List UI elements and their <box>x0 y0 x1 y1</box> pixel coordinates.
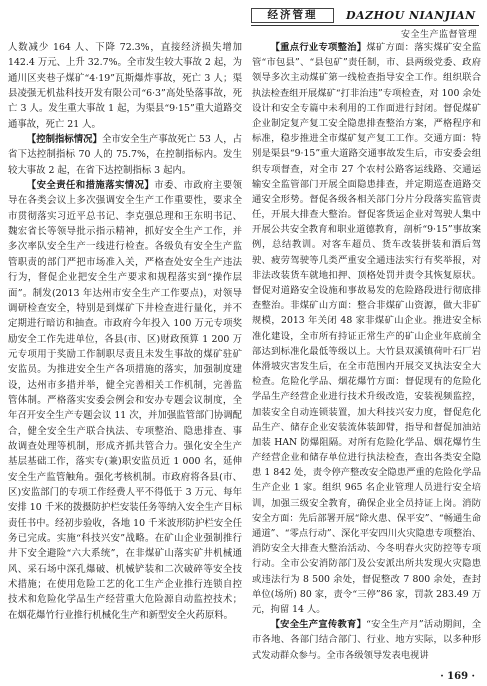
body-safety-publicity: “安全生产月”活动期间，全市各地、各部门结合部门、行业、地方实际，以多种形式发动群众参与。全市各级领导发表电视讲 <box>252 619 481 661</box>
body-control-indicators: 全市安全生产事故死亡 53 人，占省下达控制指标 70 人的 75.7%，在控制指标内。发生较大事故 2 起，在省下达控制指标 3 起内。 <box>8 134 242 176</box>
heading-responsibility-measures: 【安全责任和措施落实情况】 <box>26 180 155 192</box>
header-rule <box>251 25 479 26</box>
yearbook-title: DAZHOU NIANJIAN <box>346 9 476 22</box>
body-special-rectification: 煤矿方面：落实煤矿安全监管“市包县”、“县包矿”责任制，市、县两级党委、政府领导多次主动煤矿第一线检查指导安全工作。组织联合执法检查组开展煤矿“打非治违”专项检查，对 100 余处设计和安全专篇中未利用的工作面进行封闭。督促煤矿企业制定复产复工安全隐患排查整治方案，严格程序和标准，稳步推进全市煤矿复产复工工作。交通方面：特别是渠县“9·15”重大道路交通事故发生后，市安委会组织专项督查，对全市 27 个农村公路客运线路、交通运输安全监管部门开展全面隐患排查，并定期巡查道路交通安全形势。督促各级各相关部门分片分段落实监管责任，开展大排查大整治。督促客货运企业对驾驶人集中开展公共安全教育和职业道德教育，剖析“9·15”事故案例，总结教训。对客车超员、货车改装拼装和酒后驾驶、疲劳驾驶等几类严重安全通违法实行有奖举报，对非法改装货车就地扣押、顶格处罚并责令其恢复原状。督促对道路安全设施和事故易发的危险路段进行彻底排查整治。非煤矿山方面：整合非煤矿山资源，做大非矿规模，2013 年关闭 48 家非煤矿山企业。推进安全标准化建设，全市所有持证正常生产的矿山企业年底前全部达到标准化最低等级以上。大竹县双溪镇荷叶石厂岩体滑坡灾害发生后，在全市范围内开展交叉执法安全大检查。危险化学品、烟花爆竹方面：督促现有的危险化学品生产经营企业进行技术升级改造，安装视频监控，加装安全自动连锁装置，加大科技兴安力度，督促危化品生产、储存企业安装流体装卸臂，指导和督促加油站加装 HAN 防爆阻隔。对所有危险化学品、烟花爆竹生产经营企业和储存单位进行执法检查，查出各类安全隐患 1 842 处，责令停产整改安全隐患严重的危险化学品生产企业 1 家。组织 965 名企业管理人员进行安全培训，加强三级安全教育，确保企业全员持证上岗。消防安全方面：先后部署开展“除火患、保平安”、“畅通生命通道”、“零点行动”、深化平安四川火灾隐患专项整治、消防安全大排查大整治活动、今冬明春火灾防控等专项行动。全市公安消防部门及公安派出所共发现火灾隐患或违法行为 8 500 余处，督促整改 7 800 余处，查封单位(场所) 80 家，责令“三停”86 家，罚款 283.49 万元，拘留 14 人。 <box>252 42 481 615</box>
paragraph-accident-summary: 人数减少 164 人、下降 72.3%，直接经济损失增加 142.4 万元、上升 32.7%。全市发生较大事故 2 起，为通川区夹巷子煤矿“4·19”瓦斯爆炸事故，死亡 3 人；渠县凌强无机盐科技开发有限公司“6·3”高处坠落事故，死亡 3 人。发生重大事故 1 起，为渠县“9·15”重大道路交通事故，死亡 21 人。 <box>8 42 242 130</box>
running-header <box>0 0 487 40</box>
paragraph-safety-publicity <box>252 617 481 663</box>
right-column <box>252 40 481 663</box>
section-title-box: 经济管理 <box>251 8 334 23</box>
left-column <box>8 40 242 623</box>
body-responsibility-measures: 市委、市政府主要领导在各类会议上多次强调安全生产工作重要性，要求全市贯彻落实习近平总书记、李克强总理和王东明书记、魏宏省长等领导批示指示精神，抓好安全生产工作，并多次率队安全生产一线进行检查。各级负有安全生产监管职责的部门严把市场准入关，严格查处安全生产违法行为，督促企业把安全生产要求和规程落实到“操作层面”。制发(2013 年达州市安全生产工作要点)，对领导调研检查安全，特别是到煤矿下井检查进行量化，并不定期进行暗访和抽查。市政府今年投入 100 万元专项奖励安全工作先进单位，各县(市、区)财政预算 1 200 万元专项用于奖励工作制职尽责且未发生事故的煤矿驻矿安监员。为推进安全生产各项措施的落实，加强制度建设，达州市多措并举，健全完善相关工作机制，完善监管体制。严格落实安委会例会和安办专题会议制度，全年召开安全生产专题会议 11 次，并加强监管部门协调配合，健全安全生产联合执法、专项整治、隐患排查、事故调查处理等机制，形成齐抓共管合力。强化安全生产基层基础工作，落实专(兼)职安监员近 1 000 名，延伸安全生产监管触角。强化考核机制。市政府将各县(市、区)安监部门的专项工作经费人平不得低于 3 万元、每年安排 10 千米的拨摄防护栏安装任务等纳入安全生产目标责任书中。经初步验收，各地 10 千米波形防护栏安全任务已完成。实施“科技兴安”战略。在矿山企业强制推行井下安全避险“六大系统”，在非煤矿山落实矿井机械通风、采石场中深孔爆破、机械铲装和二次破碎等安全技术措施；在使用危险工艺的化工生产企业推行连锁自控技术和危险化学品生产经营重大危险源自动监控技术；在烟花爆竹行业推行机械化生产和新型安全火药原料。 <box>8 180 242 621</box>
heading-special-rectification: 【重点行业专项整治】 <box>270 42 367 53</box>
paragraph-responsibility-measures <box>8 178 242 623</box>
heading-safety-publicity: 【安全生产宣传教育】 <box>270 619 367 631</box>
subsection-title: 安全生产监督管理 <box>400 30 477 40</box>
page-number: · 169 · <box>440 671 475 682</box>
paragraph-special-rectification <box>252 40 481 617</box>
paragraph-control-indicators <box>8 132 242 178</box>
heading-control-indicators: 【控制指标情况】 <box>26 134 102 146</box>
